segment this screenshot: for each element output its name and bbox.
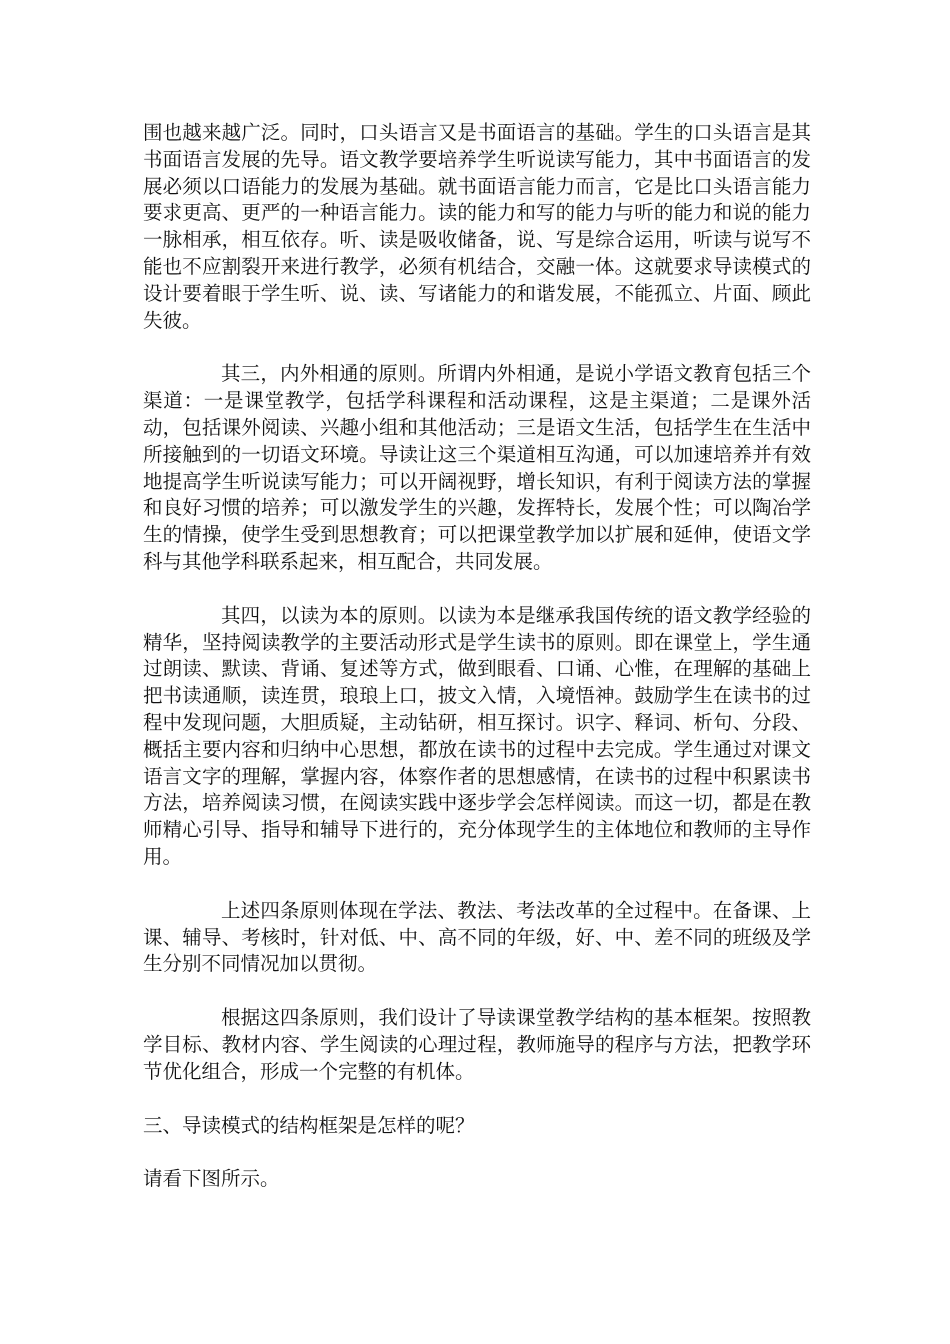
paragraph-four-principles-summary: 上述四条原则体现在学法、教法、考法改革的全过程中。在备课、上课、辅导、考核时，针对低、中、高不同的年级，好、中、差不同的班级及学生分别不同情况加以贯彻。 [143,898,811,976]
paragraph-framework-intro: 根据这四条原则，我们设计了导读课堂教学结构的基本框架。按照教学目标、教材内容、学生阅读的心理过程，教师施导的程序与方法，把教学环节优化组合，形成一个完整的有机体。 [143,1006,811,1083]
section-heading-three: 三、导读模式的结构框架是怎样的呢？ [143,1113,475,1137]
paragraph-principle-four: 其四，以读为本的原则。以读为本是继承我国传统的语文教学经验的精华，坚持阅读教学的主要活动形式是学生读书的原则。即在课堂上，学生通过朗读、默读、背诵、复述等方式，做到眼看、口诵、心惟，在理解的基础上把书读通顺，读连贯，琅琅上口，披文入情，入境悟神。鼓励学生在读书的过程中发现问题，大胆质疑，主动钻研，相互探讨。识字、释词、析句、分段、概括主要内容和归纳中心思想，都放在读书的过程中去完成。学生通过对课文语言文字的理解，掌握内容，体察作者的思想感情，在读书的过程中积累读书方法，培养阅读习惯，在阅读实践中逐步学会怎样阅读。而这一切，都是在教师精心引导、指导和辅导下进行的，充分体现学生的主体地位和教师的主导作用。 [143,603,811,868]
paragraph-continuation: 围也越来越广泛。同时，口头语言又是书面语言的基础。学生的口头语言是其书面语言发展的先导。语文教学要培养学生听说读写能力，其中书面语言的发展必须以口语能力的发展为基础。就书面语言能力而言，它是比口头语言能力要求更高、更严的一种语言能力。读的能力和写的能力与听的能力和说的能力一脉相承，相互依存。听、读是吸收储备，说、写是综合运用，听读与说写不能也不应割裂开来进行教学，必须有机结合，交融一体。这就要求导读模式的设计要着眼于学生听、说、读、写诸能力的和谐发展，不能孤立、片面、顾此失彼。 [143,121,811,332]
document-body [143,120,811,1220]
paragraph-principle-three: 其三，内外相通的原则。所谓内外相通，是说小学语文教育包括三个渠道：一是课堂教学，包括学科课程和活动课程，这是主渠道；二是课外活动，包括课外阅读、兴趣小组和其他活动；三是语文生活，包括学生在生活中所接触到的一切语文环境。导读让这三个渠道相互沟通，可以加速培养并有效地提高学生听说读写能力；可以开阔视野，增长知识，有利于阅读方法的掌握和良好习惯的培养；可以激发学生的兴趣，发挥特长，发展个性；可以陶冶学生的情操，使学生受到思想教育；可以把课堂教学加以扩展和延伸，使语文学科与其他学科联系起来，相互配合，共同发展。 [143,362,811,573]
paragraph-see-figure: 请看下图所示。 [143,1167,280,1191]
